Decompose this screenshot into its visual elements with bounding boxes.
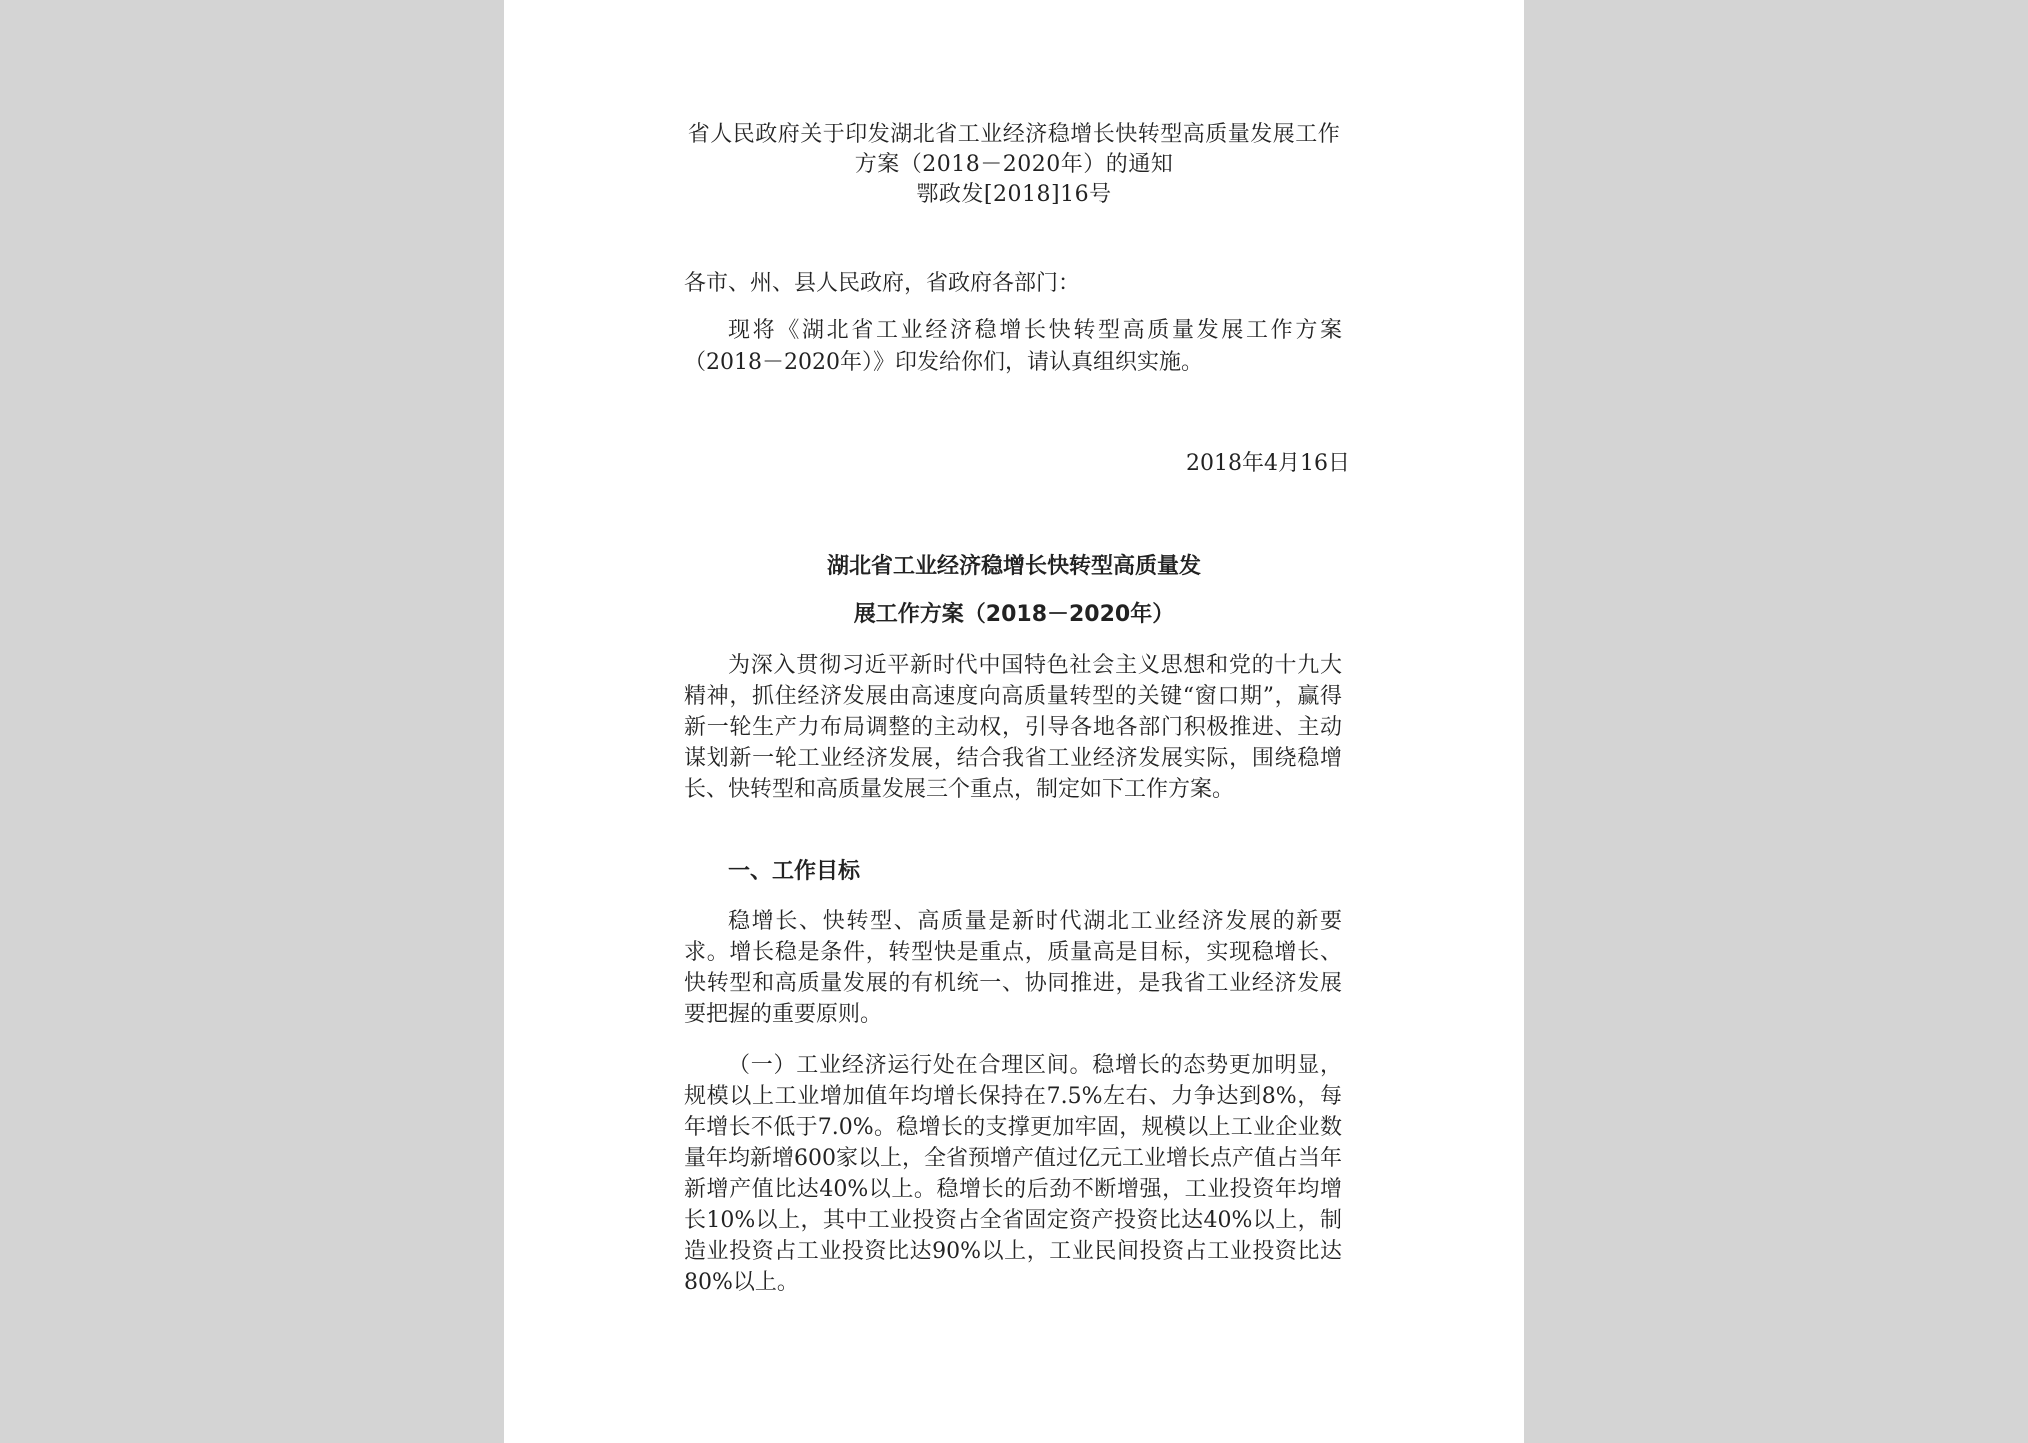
notice-title-line-1: 省人民政府关于印发湖北省工业经济稳增长快转型高质量发展工作 [687, 122, 1341, 147]
plan-title-line-2: 展工作方案（2018－2020年） [853, 602, 1175, 627]
salutation: 各市、州、县人民政府，省政府各部门： [684, 271, 1081, 296]
issue-date: 2018年4月16日 [1186, 451, 1350, 476]
section-heading: 一、工作目标 [728, 859, 861, 884]
plan-intro-paragraph: 为深入贯彻习近平新时代中国特色社会主义思想和党的十九大精神，抓住经济发展由高速度向高质量转型的关键“窗口期”，赢得新一轮生产力布局调整的主动权，引导各地各部门积极推进、主动谋划新一轮工业经济发展，结合我省工业经济发展实际，围绕稳增长、快转型和高质量发展三个重点，制定如下工作方案。 [684, 653, 1342, 802]
notice-title-line-2: 方案（2018－2020年）的通知 [854, 152, 1174, 177]
notice-body: 现将《湖北省工业经济稳增长快转型高质量发展工作方案（2018－2020年）》印发给你们，请认真组织实施。 [684, 318, 1342, 375]
section-paragraph-goals: （一）工业经济运行处在合理区间。稳增长的态势更加明显，规模以上工业增加值年均增长保持在7.5%左右、力争达到8%，每年增长不低于7.0%。稳增长的支撑更加牢固，规模以上工业企业数量年均新增600家以上，全省预增产值过亿元工业增长点产值占当年新增产值比达40%以上。稳增长的后劲不断增强，工业投资年均增长10%以上，其中工业投资占全省固定资产投资比达40%以上，制造业投资占工业投资比达90%以上，工业民间投资占工业投资比达80%以上。 [684, 1053, 1342, 1295]
plan-title-line-1: 湖北省工业经济稳增长快转型高质量发 [826, 554, 1201, 579]
section-paragraph: 稳增长、快转型、高质量是新时代湖北工业经济发展的新要求。增长稳是条件，转型快是重点，质量高是目标，实现稳增长、快转型和高质量发展的有机统一、协同推进，是我省工业经济发展要把握的重要原则。 [684, 909, 1342, 1027]
document-page [504, 0, 1524, 1443]
notice-header [504, 120, 1524, 210]
document-number: 鄂政发[2018]16号 [916, 182, 1112, 207]
